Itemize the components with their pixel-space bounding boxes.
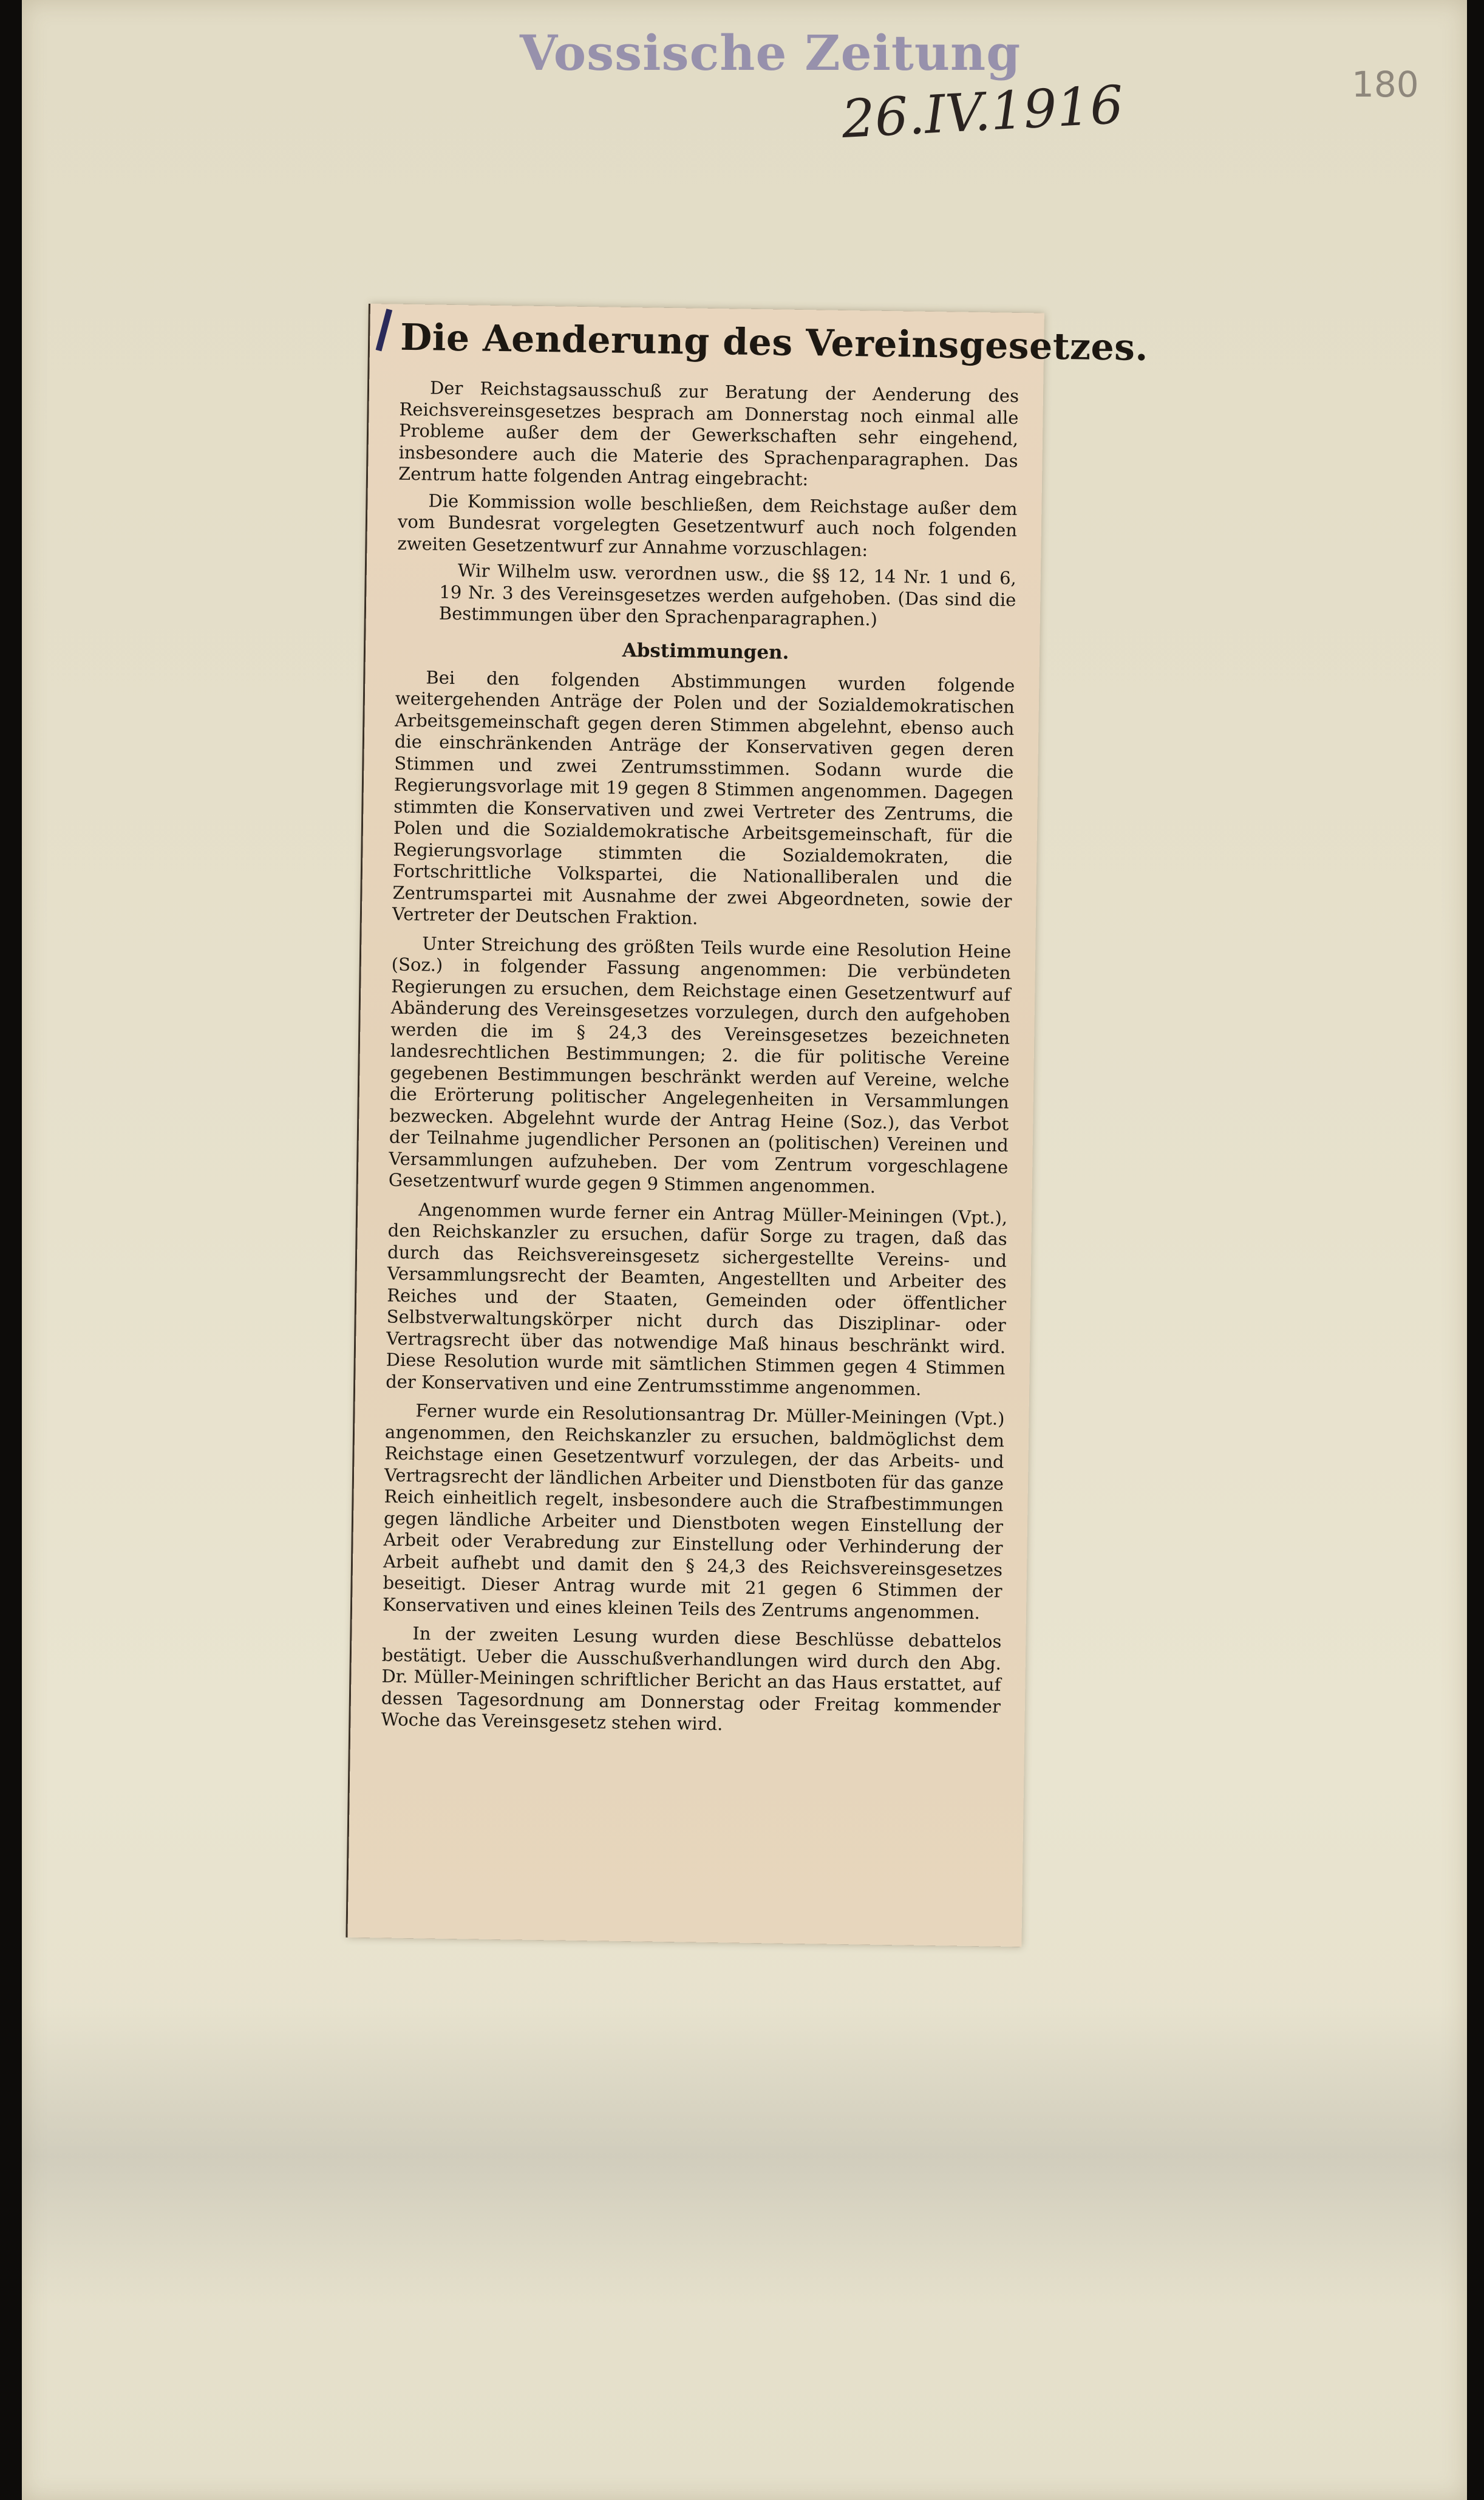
article-paragraph: In der zweiten Lesung wurden diese Beschlüsse debattelos bestätigt. Ueber die Ausschußverhandlungen wird durch den Abg. Dr. Müller-Meiningen schriftlicher Bericht an das Haus erstattet, auf dessen Tagesordnung am Donnerstag oder Freitag kommender Woche das Vereinsgesetz stehen wird.	[381, 1623, 1002, 1735]
article-paragraph: Bei den folgenden Abstimmungen wurden folgende weitergehenden Anträge der Polen und der Sozialdemokratischen Arbeitsgemeinschaft gegen deren Stimmen abgelehnt, ebenso auch die einschränkenden Anträge der Konservativen gegen deren Stimmen und zwei Zentrumsstimmen. Sodann wurde die Regierungsvorlage mit 19 gegen 8 Stimmen angenommen. Dagegen stimmten die Konservativen und zwei Vertreter des Zentrums, die Polen und die Sozialdemokratische Arbeitsgemeinschaft, für die Regierungsvorlage stimmten die Sozialdemokraten, die Fortschrittliche Volkspartei, die Nationalliberalen und die Zentrumspartei mit Ausnahme der zwei Abgeordneten, sowie der Vertreter der Deutschen Fraktion.	[392, 666, 1015, 929]
article-paragraph: Ferner wurde ein Resolutionsantrag Dr. Müller-Meiningen (Vpt.) angenommen, den Reichskanzler zu ersuchen, baldmöglichst dem Reichstage einen Gesetzentwurf vorzulegen, der das Arbeits- und Vertragsrecht der ländlichen Arbeiter und Dienstboten für das ganze Reich einheitlich regelt, insbesondere auch die Strafbestimmungen gegen ländliche Arbeiter und Dienstboten wegen Einstellung der Arbeit oder Verabredung zur Einstellung oder Verhinderung der Arbeit aufhebt und damit den § 24,3 des Reichsvereinsgesetzes beseitigt. Dieser Antrag wurde mit 21 gegen 6 Stimmen der Konservativen und eines kleinen Teils des Zentrums angenommen.	[382, 1400, 1005, 1623]
newspaper-stamp: Vossische Zeitung	[520, 24, 1021, 81]
article-intro: Der Reichstagsausschuß zur Beratung der Aenderung des Reichsvereinsgesetzes besprach am Donnerstag noch einmal alle Probleme außer dem der Gewerkschaften sehr eingehend, insbesondere auch die Materie des Sprachenparagraphen. Das Zentrum hatte folgenden Antrag eingebracht:	[398, 377, 1019, 490]
page-number: 180	[1352, 64, 1419, 105]
article-decree: Wir Wilhelm usw. verordnen usw., die §§ 12, 14 Nr. 1 und 6, 19 Nr. 3 des Vereinsgesetzes werden aufgehoben. (Das sind die Bestimmungen über den Sprachenparagraphen.)	[438, 560, 1017, 630]
newspaper-clipping	[347, 304, 1149, 1947]
article-motion: Die Kommission wolle beschließen, dem Reichstage außer dem vom Bundesrat vorgelegten Gesetzentwurf auch noch folgenden zweiten Gesetzentwurf zur Annahme vorzuschlagen:	[397, 490, 1018, 560]
article-subheading: Abstimmungen.	[622, 639, 789, 664]
handwritten-date: 26.IV.1916	[840, 74, 1125, 151]
article-headline: Die Aenderung des Vereinsgesetzes.	[400, 316, 1149, 369]
pencil-mark-icon	[376, 309, 393, 351]
article-paragraph: Angenommen wurde ferner ein Antrag Müller-Meiningen (Vpt.), den Reichskanzler zu ersuchen, dafür Sorge zu tragen, daß das durch das Reichsvereinsgesetz sichergestellte Vereins- und Versammlungsrecht der Beamten, Angestellten und Arbeiter des Reiches und der Staaten, Gemeinden oder öffentlicher Selbstverwaltungskörper nicht durch das Disziplinar- oder Vertragsrecht über das notwendige Maß hinaus beschränkt wird. Diese Resolution wurde mit sämtlichen Stimmen gegen 4 Stimmen der Konservativen und eine Zentrumsstimme angenommen.	[385, 1198, 1008, 1399]
article-paragraph: Unter Streichung des größten Teils wurde eine Resolution Heine (Soz.) in folgender Fassung angenommen: Die verbündeten Regierungen zu ersuchen, dem Reichstage einen Gesetzentwurf auf Abänderung des Vereinsgesetzes vorzulegen, durch den aufgehoben werden die im § 24,3 des Vereinsgesetzes bezeichneten landesrechtlichen Bestimmungen; 2. die für politische Vereine gegebenen Bestimmungen beschränkt werden auf Vereine, welche die Erörterung politischer Angelegenheiten in Versammlungen bezwecken. Abgelehnt wurde der Antrag Heine (Soz.), das Verbot der Teilnahme jugendlicher Personen an (politischen) Vereinen und Versammlungen aufzuheben. Der vom Zentrum vorgeschlagene Gesetzentwurf wurde gegen 9 Stimmen angenommen.	[388, 932, 1012, 1197]
